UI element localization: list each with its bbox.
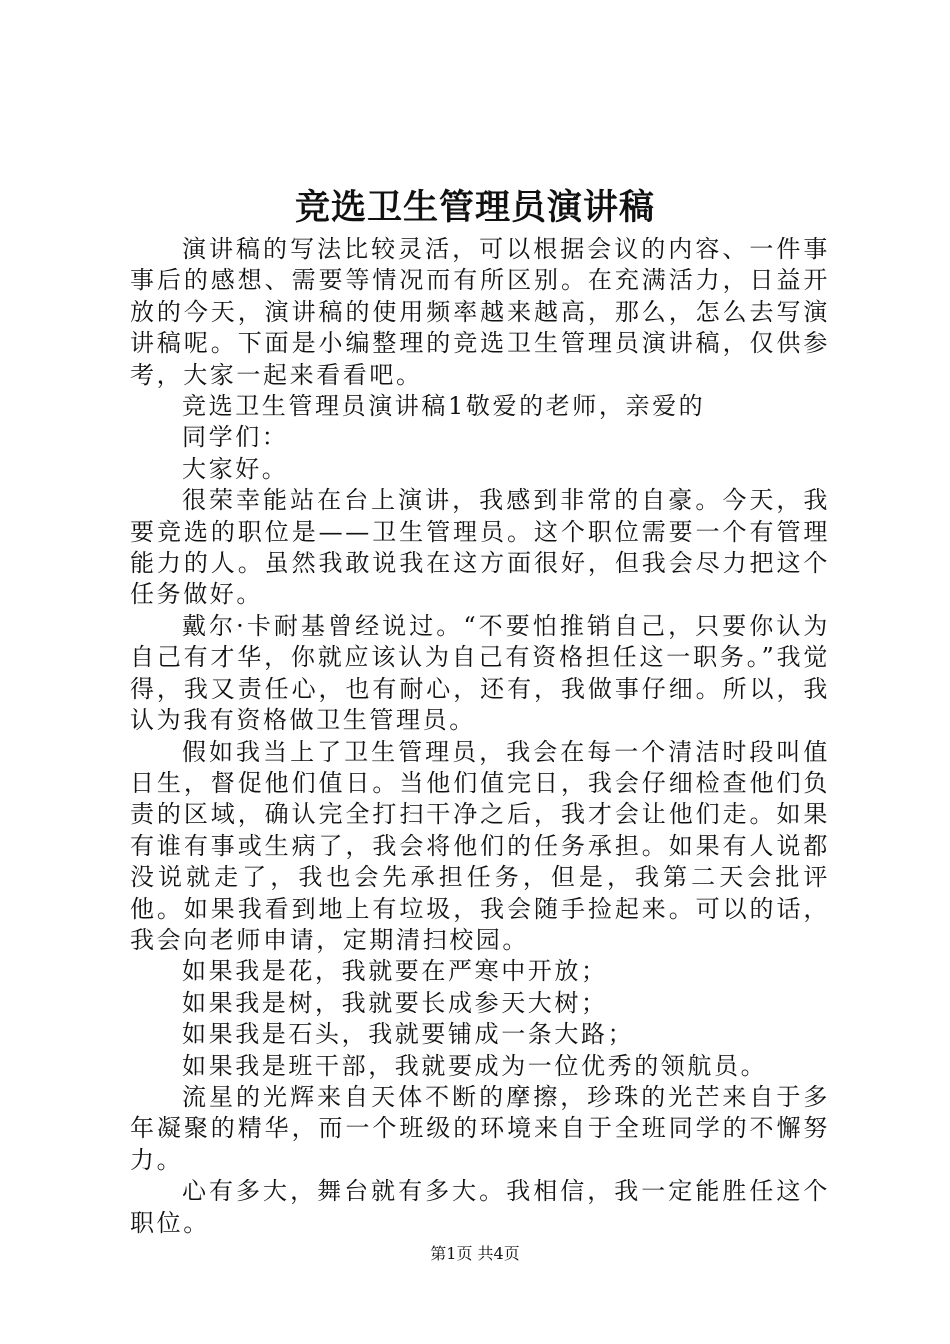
paragraph: 很荣幸能站在台上演讲，我感到非常的自豪。今天，我要竞选的职位是——卫生管理员。这个职位需要一个有管理能力的人。虽然我敢说我在这方面很好，但我会尽力把这个任务做好。 <box>130 486 830 609</box>
paragraph: 演讲稿的写法比较灵活，可以根据会议的内容、一件事事后的感想、需要等情况而有所区别。在充满活力，日益开放的今天，演讲稿的使用频率越来越高，那么，怎么去写演讲稿呢。下面是小编整理的竞选卫生管理员演讲稿，仅供参考，大家一起来看看吧。 <box>130 235 830 389</box>
page-number-footer: 第1页 共4页 <box>430 1244 520 1263</box>
paragraph: 如果我是石头，我就要铺成一条大路； <box>182 1020 635 1049</box>
paragraph: 假如我当上了卫生管理员，我会在每一个清洁时段叫值日生，督促他们值日。当他们值完日，我会仔细检查他们负责的区域，确认完全打扫干净之后，我才会让他们走。如果有谁有事或生病了，我会将他们的任务承担。如果有人说都没说就走了，我也会先承担任务，但是，我第二天会批评他。如果我看到地上有垃圾，我会随手捡起来。可以的话，我会向老师申请，定期清扫校园。 <box>130 737 830 954</box>
paragraph: 如果我是树，我就要长成参天大树； <box>182 988 608 1017</box>
paragraph: 竞选卫生管理员演讲稿1敬爱的老师，亲爱的 <box>182 392 706 421</box>
paragraph: 同学们： <box>182 423 289 452</box>
document-body <box>130 234 830 1239</box>
paragraph: 如果我是花，我就要在严寒中开放； <box>182 957 608 986</box>
paragraph: 心有多大，舞台就有多大。我相信，我一定能胜任这个职位。 <box>130 1177 830 1237</box>
document-title: 竞选卫生管理员演讲稿 <box>294 187 655 228</box>
paragraph: 流星的光辉来自天体不断的摩擦，珍珠的光芒来自于多年凝聚的精华，而一个班级的环境来自于全班同学的不懈努力。 <box>130 1082 830 1174</box>
paragraph: 大家好。 <box>182 454 289 483</box>
paragraph: 戴尔·卡耐基曾经说过。“不要怕推销自己，只要你认为自己有才华，你就应该认为自己有资格担任这一职务。”我觉得，我又责任心，也有耐心，还有，我做事仔细。所以，我认为我有资格做卫生管理员。 <box>130 611 830 735</box>
paragraph: 如果我是班干部，我就要成为一位优秀的领航员。 <box>182 1051 768 1080</box>
